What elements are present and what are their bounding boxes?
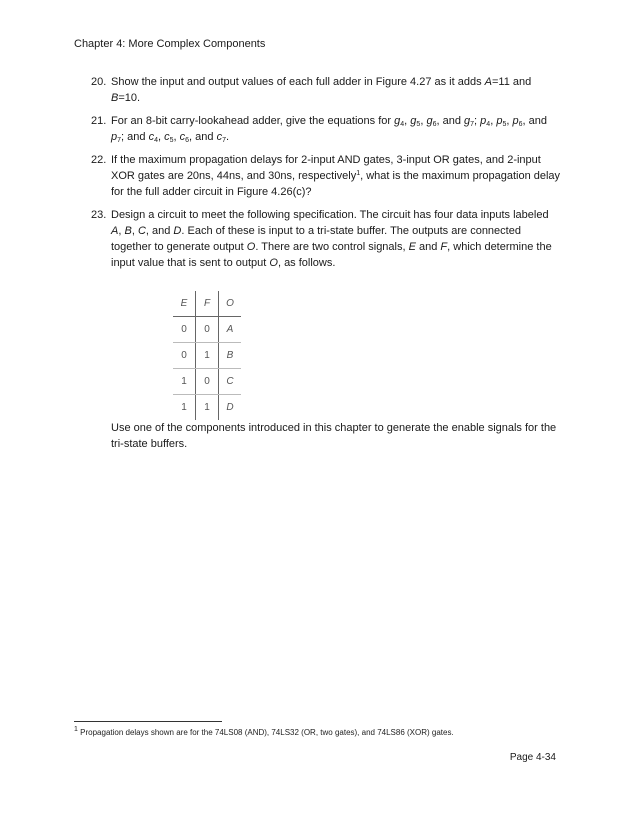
problem-text: Design a circuit to meet the following specification. The circuit has four data inputs labeled A, B, C, and D. Each of these is input to a tri-state buffer. The outputs are connected together to generate output O. There are two control signals, E and F, which determine the input value that is sent to output O, as follows. E F O 0 0 A 0 1 B 1 0 C 1 1 D Use one of the components introduced in this chapter to generate the enable signals for the tri-state buffers. — [111, 207, 561, 452]
footnote — [74, 728, 454, 737]
problem-number: 23. — [91, 209, 107, 221]
chapter-header: Chapter 4: More Complex Components — [74, 38, 266, 50]
table-cell: B — [219, 343, 242, 369]
truth-table-header — [173, 291, 241, 317]
problem-text: For an 8-bit carry-lookahead adder, give the equations for $g_4$, $g_5$, $g_6$, and $g_7$; $p_4$, $p_5$, $p_6$, and $p_7$; and $c_4$, $c_5$, $c_6$, and $c_7$. — [111, 115, 547, 144]
table-cell: 1 — [196, 343, 219, 369]
table-cell: 0 — [196, 317, 219, 343]
truth-table-row — [173, 369, 241, 395]
problem-22 — [91, 152, 561, 200]
table-cell: 0 — [173, 343, 196, 369]
problem-text: Show the input and output values of each full adder in Figure 4.27 as it adds A=11 and B=10. — [111, 76, 532, 104]
problem-text: If the maximum propagation delays for 2-input AND gates, 3-input OR gates, and 2-input XOR gates are 20ns, 44ns, and 30ns, respectively$^1$, what is the maximum propagation delay for the full adder circuit in Figure 4.26(c)? — [111, 154, 561, 198]
table-cell: 1 — [173, 395, 196, 421]
table-cell: 1 — [173, 369, 196, 395]
table-cell: D — [226, 401, 234, 413]
footnote-marker: 1 — [74, 726, 78, 733]
header-cell: F — [196, 291, 219, 317]
table-cell: 0 — [196, 369, 219, 395]
problem-number: 22. — [91, 154, 107, 166]
problem-number: 20. — [91, 76, 107, 88]
truth-table-row — [173, 395, 241, 421]
table-cell: A — [219, 317, 242, 343]
truth-table-row — [173, 317, 241, 343]
footnote-divider — [74, 721, 222, 722]
table-cell: C — [219, 369, 242, 395]
problem-21 — [91, 113, 561, 145]
table-cell: 0 — [173, 317, 196, 343]
truth-table — [173, 291, 241, 420]
footnote-text: Propagation delays shown are for the 74LS08 (AND), 74LS32 (OR, two gates), and 74LS86 (XOR) gates. — [80, 728, 454, 737]
page-number: Page 4-34 — [509, 752, 556, 763]
truth-table-row — [173, 343, 241, 369]
problem-23 — [91, 207, 561, 452]
problem-number: 21. — [91, 115, 107, 127]
problem-list — [91, 74, 561, 459]
header-cell: O — [219, 291, 242, 317]
header-cell: E — [173, 291, 196, 317]
problem-23-conclusion: Use one of the components introduced in this chapter to generate the enable signals for the tri-state buffers. — [111, 422, 557, 450]
problem-20 — [91, 74, 561, 106]
table-cell: 1 — [196, 395, 219, 421]
